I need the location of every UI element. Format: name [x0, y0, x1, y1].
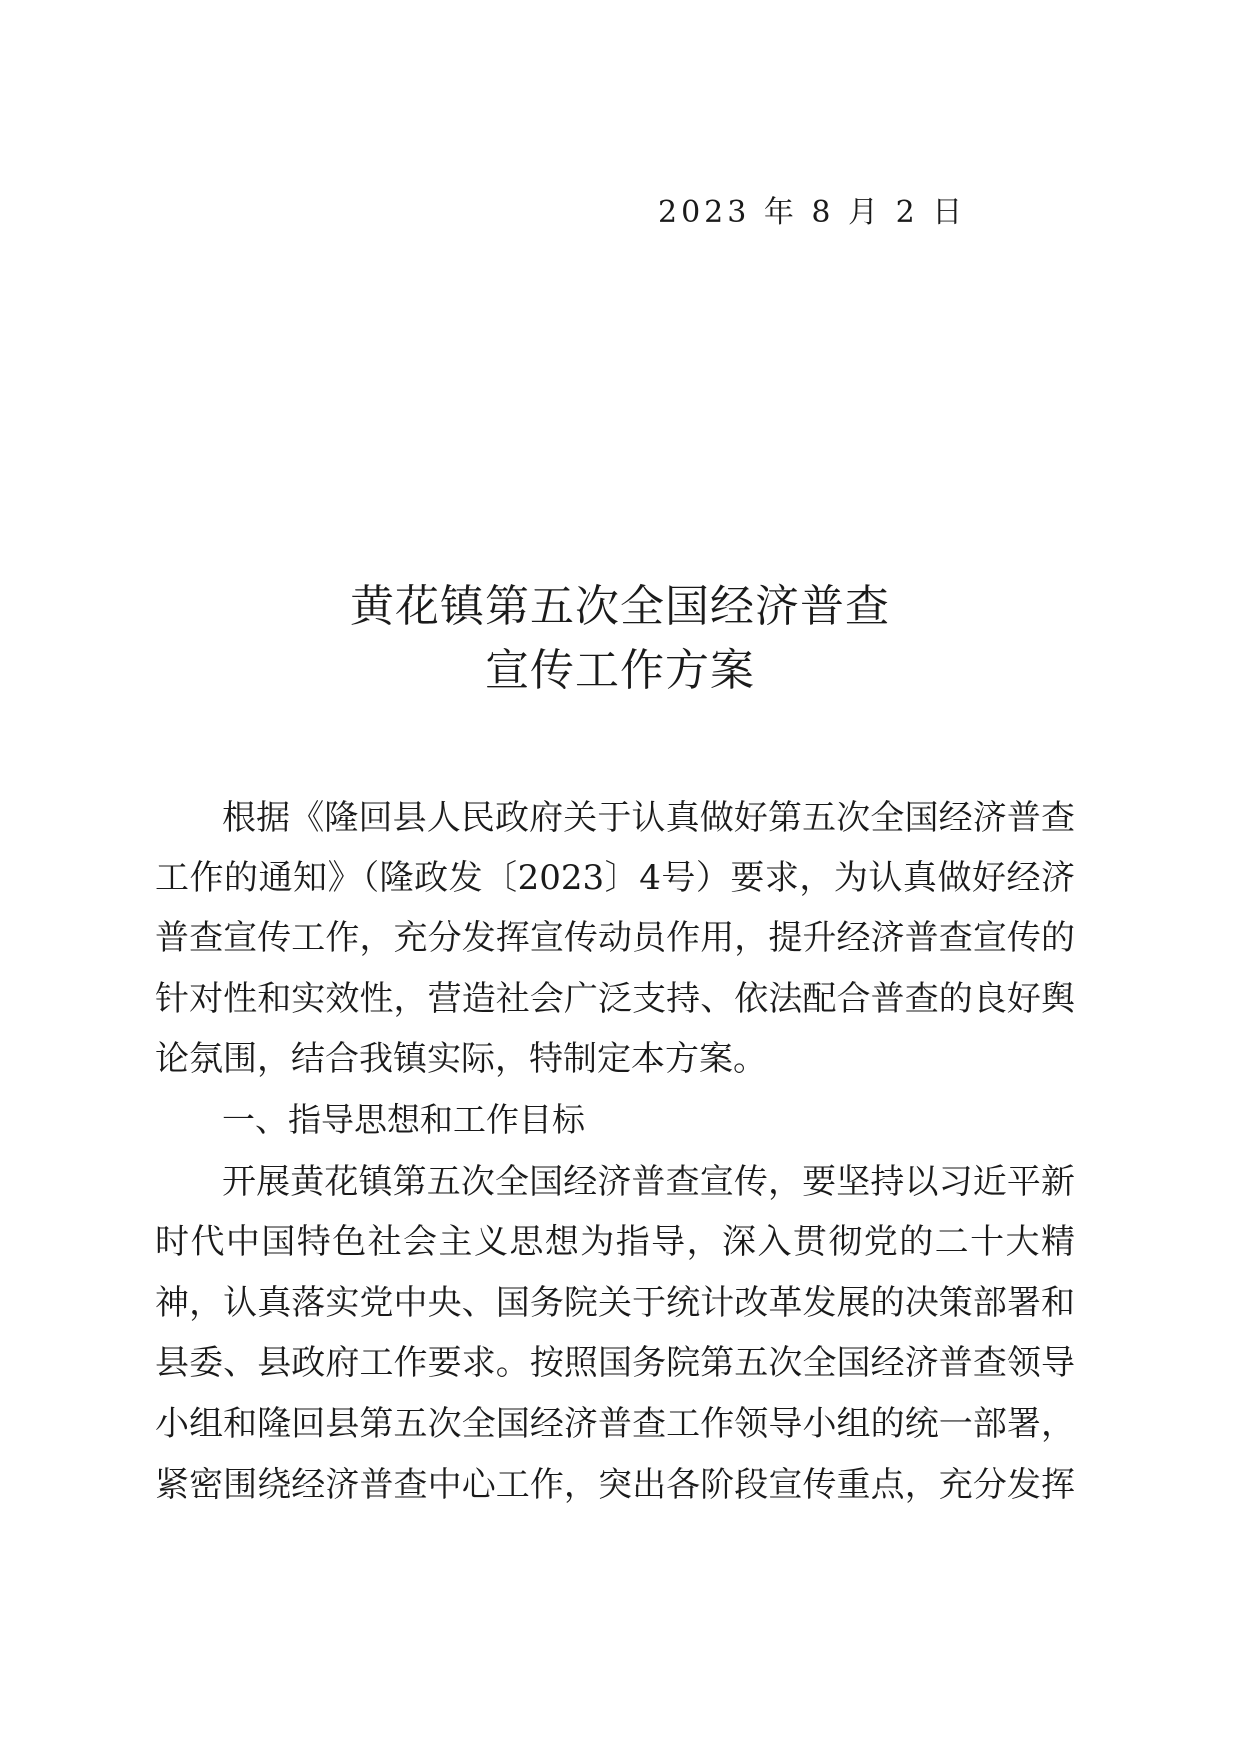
intro-paragraph-line: 工作的通知》（隆政发〔2023〕4号）要求，为认真做好经济 [155, 858, 1075, 898]
document-title [0, 575, 1240, 703]
section-paragraph-line: 小组和隆回县第五次全国经济普查工作领导小组的统一部署， [155, 1404, 1075, 1444]
intro-paragraph-line: 普查宣传工作，充分发挥宣传动员作用，提升经济普查宣传的 [155, 918, 1075, 958]
intro-paragraph-line: 论氛围，结合我镇实际，特制定本方案。 [155, 1039, 767, 1079]
section-paragraph-line: 开展黄花镇第五次全国经济普查宣传，要坚持以习近平新 [222, 1162, 1075, 1202]
title-line-1: 黄花镇第五次全国经济普查 [350, 581, 890, 632]
intro-paragraph-line: 针对性和实效性，营造社会广泛支持、依法配合普查的良好舆 [155, 979, 1075, 1019]
section-paragraph-line: 紧密围绕经济普查中心工作，突出各阶段宣传重点，充分发挥 [155, 1465, 1075, 1505]
document-date: 2023 年 8 月 2 日 [658, 195, 967, 230]
title-line-2: 宣传工作方案 [485, 645, 755, 696]
section-paragraph-line: 县委、县政府工作要求。按照国务院第五次全国经济普查领导 [155, 1343, 1075, 1383]
section-paragraph-line: 时代中国特色社会主义思想为指导，深入贯彻党的二十大精 [155, 1222, 1075, 1262]
section-heading: 一、指导思想和工作目标 [222, 1100, 585, 1139]
section-paragraph-line: 神，认真落实党中央、国务院关于统计改革发展的决策部署和 [155, 1283, 1075, 1323]
intro-paragraph-line: 根据《隆回县人民政府关于认真做好第五次全国经济普查 [222, 798, 1075, 838]
